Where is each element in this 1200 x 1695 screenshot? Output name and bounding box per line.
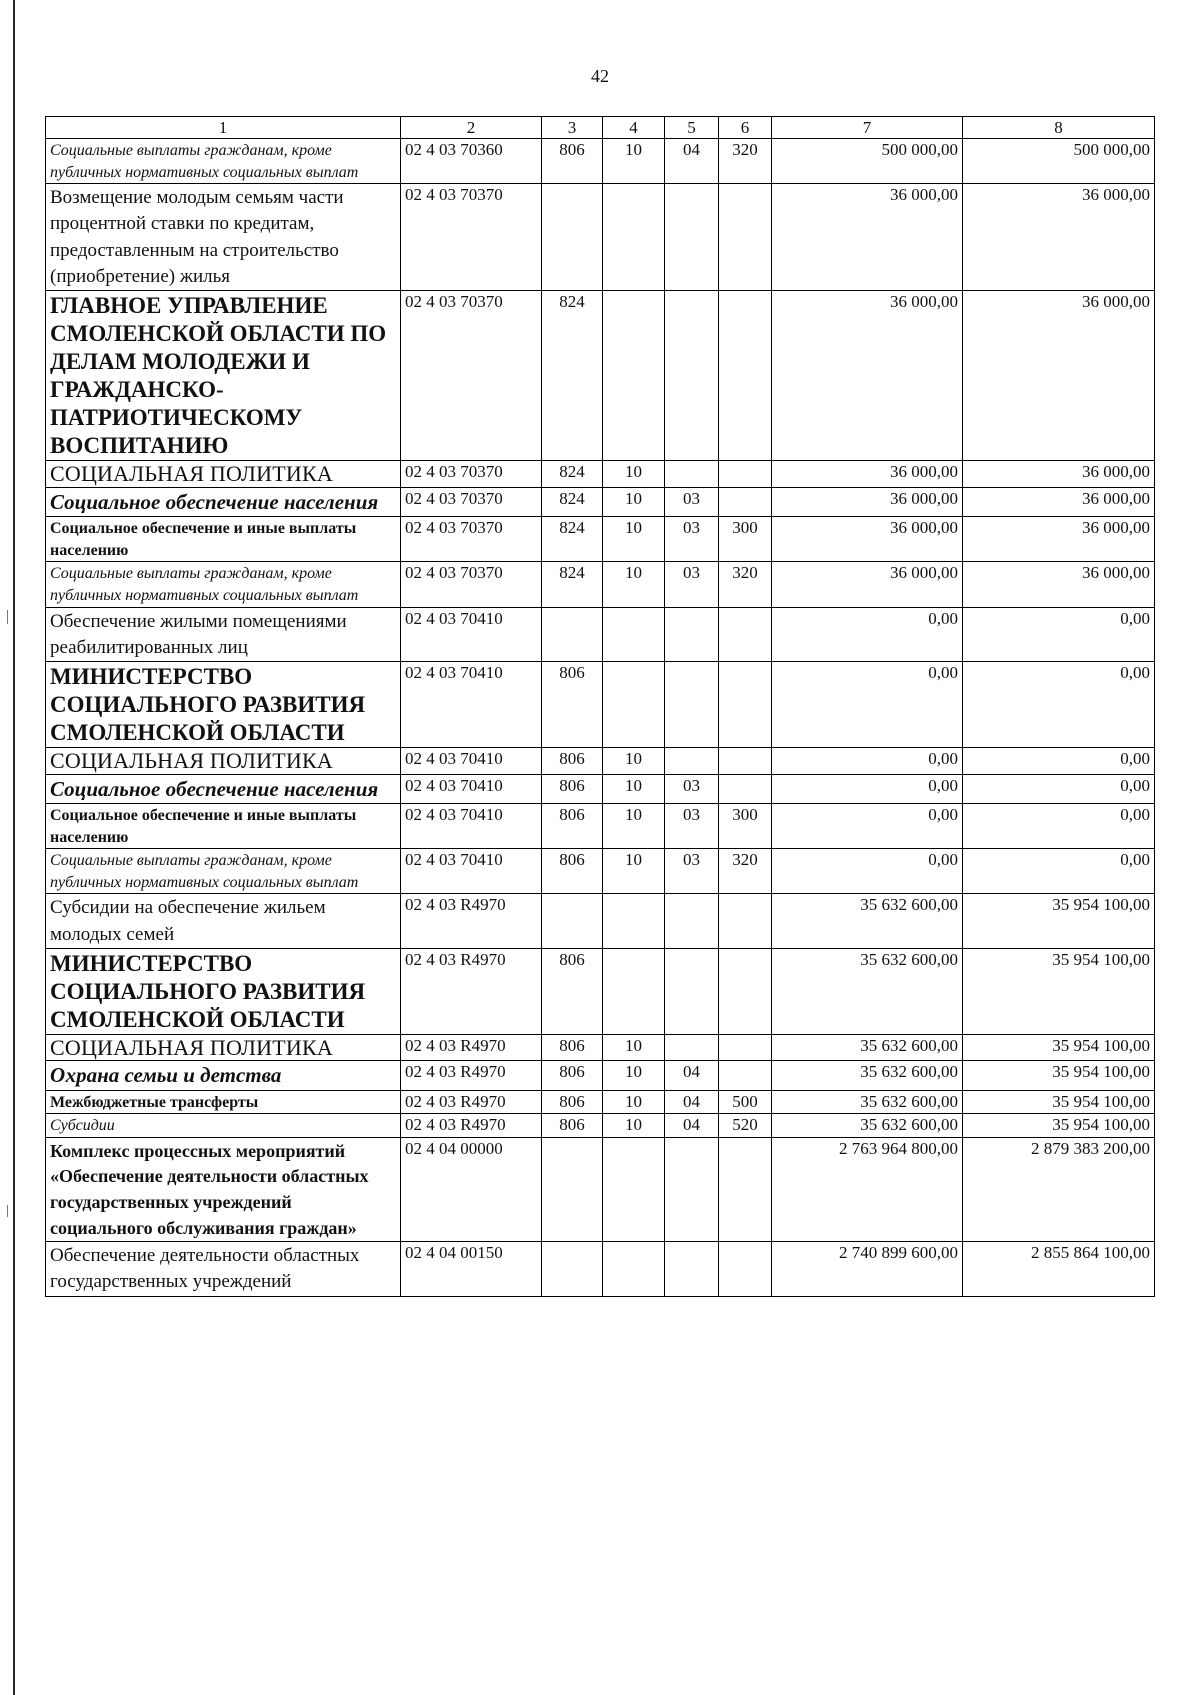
- target-code: 02 4 03 R4970: [401, 1034, 542, 1061]
- amount-col-7: 35 632 600,00: [772, 948, 963, 1034]
- scan-mark: [7, 610, 8, 624]
- target-code: 02 4 03 70410: [401, 748, 542, 775]
- amount-col-8: 36 000,00: [963, 517, 1155, 562]
- amount-col-8: 2 879 383 200,00: [963, 1137, 1155, 1241]
- col-4-code: [603, 948, 665, 1034]
- row-name-text: Социальные выплаты гражданам, кроме публичных нормативных социальных выплат: [50, 565, 359, 604]
- row-name-text: Социальное обеспечение и иные выплаты населению: [50, 520, 357, 559]
- column-header: 7: [772, 117, 963, 139]
- amount-col-8: 36 000,00: [963, 461, 1155, 488]
- row-name: [46, 1242, 401, 1296]
- table-row: [46, 774, 1155, 803]
- target-code: 02 4 03 70410: [401, 607, 542, 661]
- col-6-code: 520: [719, 1114, 772, 1138]
- table-row: [46, 849, 1155, 894]
- table-row: [46, 1061, 1155, 1090]
- row-name-text: Социальные выплаты гражданам, кроме публичных нормативных социальных выплат: [50, 852, 359, 891]
- col-5-code: [665, 1242, 719, 1296]
- col-3-code: 824: [542, 461, 603, 488]
- target-code: 02 4 03 70410: [401, 849, 542, 894]
- col-4-code: [603, 607, 665, 661]
- col-6-code: [719, 894, 772, 948]
- table-row: [46, 1114, 1155, 1138]
- column-header: 2: [401, 117, 542, 139]
- col-5-code: 03: [665, 849, 719, 894]
- table-row: [46, 948, 1155, 1034]
- target-code: 02 4 03 70370: [401, 461, 542, 488]
- target-code: 02 4 03 70370: [401, 291, 542, 461]
- row-name: [46, 1090, 401, 1114]
- col-6-code: 500: [719, 1090, 772, 1114]
- row-name: [46, 1114, 401, 1138]
- budget-table: [45, 116, 1155, 1297]
- row-name: [46, 1137, 401, 1241]
- col-4-code: 10: [603, 487, 665, 516]
- target-code: 02 4 03 R4970: [401, 894, 542, 948]
- col-6-code: [719, 291, 772, 461]
- amount-col-7: 2 763 964 800,00: [772, 1137, 963, 1241]
- target-code: 02 4 03 70370: [401, 517, 542, 562]
- amount-col-8: 500 000,00: [963, 139, 1155, 184]
- table-row: [46, 661, 1155, 747]
- amount-col-7: 0,00: [772, 607, 963, 661]
- table-row: [46, 562, 1155, 607]
- col-3-code: 806: [542, 849, 603, 894]
- col-3-code: 806: [542, 748, 603, 775]
- row-name: [46, 139, 401, 184]
- amount-col-8: 35 954 100,00: [963, 894, 1155, 948]
- table-row: [46, 803, 1155, 848]
- row-name-text: СОЦИАЛЬНАЯ ПОЛИТИКА: [50, 1034, 333, 1060]
- row-name: [46, 849, 401, 894]
- col-4-code: 10: [603, 1034, 665, 1061]
- row-name: [46, 1061, 401, 1090]
- amount-col-7: 36 000,00: [772, 562, 963, 607]
- amount-col-8: 0,00: [963, 774, 1155, 803]
- row-name: [46, 948, 401, 1034]
- col-6-code: [719, 1034, 772, 1061]
- column-header: 3: [542, 117, 603, 139]
- amount-col-7: 36 000,00: [772, 184, 963, 291]
- target-code: 02 4 03 R4970: [401, 948, 542, 1034]
- target-code: 02 4 03 70410: [401, 803, 542, 848]
- row-name-text: МИНИСТЕРСТВО СОЦИАЛЬНОГО РАЗВИТИЯ СМОЛЕНСКОЙ ОБЛАСТИ: [50, 950, 366, 1032]
- row-name: [46, 291, 401, 461]
- row-name-text: Субсидии: [50, 1117, 115, 1135]
- col-6-code: 320: [719, 562, 772, 607]
- amount-col-8: 0,00: [963, 849, 1155, 894]
- target-code: 02 4 03 R4970: [401, 1061, 542, 1090]
- amount-col-8: 0,00: [963, 748, 1155, 775]
- amount-col-7: 35 632 600,00: [772, 1061, 963, 1090]
- col-4-code: 10: [603, 517, 665, 562]
- target-code: 02 4 03 70370: [401, 487, 542, 516]
- col-6-code: [719, 1137, 772, 1241]
- col-3-code: 824: [542, 517, 603, 562]
- row-name: [46, 894, 401, 948]
- amount-col-7: 0,00: [772, 661, 963, 747]
- row-name-text: Комплекс процессных мероприятий «Обеспечение деятельности областных государственных учреждений социального обслуживания граждан»: [50, 1140, 369, 1238]
- table-row: [46, 1034, 1155, 1061]
- col-6-code: [719, 774, 772, 803]
- amount-col-8: 35 954 100,00: [963, 948, 1155, 1034]
- table-row: [46, 1090, 1155, 1114]
- col-6-code: [719, 948, 772, 1034]
- col-3-code: 824: [542, 562, 603, 607]
- amount-col-8: 35 954 100,00: [963, 1114, 1155, 1138]
- row-name-text: Социальное обеспечение и иные выплаты населению: [50, 806, 357, 846]
- row-name: [46, 607, 401, 661]
- table-row: [46, 1137, 1155, 1241]
- header-row: [46, 117, 1155, 139]
- amount-col-7: 36 000,00: [772, 487, 963, 516]
- amount-col-7: 35 632 600,00: [772, 1034, 963, 1061]
- col-4-code: [603, 184, 665, 291]
- col-5-code: [665, 894, 719, 948]
- col-3-code: [542, 184, 603, 291]
- row-name-text: Охрана семьи и детства: [50, 1063, 282, 1088]
- amount-col-8: 0,00: [963, 803, 1155, 848]
- row-name-text: ГЛАВНОЕ УПРАВЛЕНИЕ СМОЛЕНСКОЙ ОБЛАСТИ ПО ДЕЛАМ МОЛОДЕЖИ И ГРАЖДАНСКО-ПАТРИОТИЧЕСКОМУ ВОСПИТАНИЮ: [50, 293, 387, 459]
- table-row: [46, 461, 1155, 488]
- amount-col-7: 36 000,00: [772, 291, 963, 461]
- table-row: [46, 487, 1155, 516]
- col-4-code: 10: [603, 774, 665, 803]
- amount-col-7: 0,00: [772, 849, 963, 894]
- column-header: 5: [665, 117, 719, 139]
- col-3-code: 806: [542, 774, 603, 803]
- amount-col-7: 2 740 899 600,00: [772, 1242, 963, 1296]
- target-code: 02 4 03 70410: [401, 661, 542, 747]
- target-code: 02 4 04 00000: [401, 1137, 542, 1241]
- col-6-code: [719, 184, 772, 291]
- col-4-code: 10: [603, 461, 665, 488]
- col-3-code: [542, 607, 603, 661]
- row-name-text: Социальное обеспечение населения: [50, 489, 379, 514]
- table-row: [46, 517, 1155, 562]
- col-3-code: 806: [542, 948, 603, 1034]
- col-5-code: [665, 948, 719, 1034]
- column-header: 8: [963, 117, 1155, 139]
- col-3-code: 806: [542, 1034, 603, 1061]
- amount-col-8: 36 000,00: [963, 487, 1155, 516]
- target-code: 02 4 03 70410: [401, 774, 542, 803]
- col-6-code: [719, 461, 772, 488]
- row-name-text: МИНИСТЕРСТВО СОЦИАЛЬНОГО РАЗВИТИЯ СМОЛЕНСКОЙ ОБЛАСТИ: [50, 663, 366, 746]
- col-6-code: [719, 1242, 772, 1296]
- row-name-text: Межбюджетные трансферты: [50, 1093, 259, 1111]
- col-3-code: 806: [542, 1090, 603, 1114]
- amount-col-8: 35 954 100,00: [963, 1061, 1155, 1090]
- row-name-text: СОЦИАЛЬНАЯ ПОЛИТИКА: [50, 461, 333, 487]
- row-name: [46, 774, 401, 803]
- amount-col-7: 0,00: [772, 774, 963, 803]
- target-code: 02 4 03 70370: [401, 562, 542, 607]
- col-5-code: [665, 1137, 719, 1241]
- col-4-code: 10: [603, 1061, 665, 1090]
- col-5-code: 03: [665, 562, 719, 607]
- row-name-text: Субсидии на обеспечение жильем молодых семей: [50, 897, 326, 945]
- col-6-code: 320: [719, 849, 772, 894]
- col-4-code: [603, 291, 665, 461]
- col-4-code: [603, 661, 665, 747]
- col-5-code: 03: [665, 487, 719, 516]
- col-6-code: [719, 607, 772, 661]
- scan-mark: [7, 1205, 8, 1217]
- amount-col-8: 36 000,00: [963, 562, 1155, 607]
- amount-col-7: 0,00: [772, 748, 963, 775]
- target-code: 02 4 03 R4970: [401, 1090, 542, 1114]
- col-4-code: [603, 1137, 665, 1241]
- row-name: [46, 487, 401, 516]
- col-5-code: [665, 291, 719, 461]
- amount-col-8: 36 000,00: [963, 184, 1155, 291]
- amount-col-8: 35 954 100,00: [963, 1090, 1155, 1114]
- col-6-code: [719, 661, 772, 747]
- table-row: [46, 139, 1155, 184]
- col-4-code: 10: [603, 748, 665, 775]
- col-5-code: 04: [665, 139, 719, 184]
- col-5-code: [665, 184, 719, 291]
- row-name: [46, 803, 401, 848]
- table-row: [46, 184, 1155, 291]
- col-4-code: 10: [603, 803, 665, 848]
- col-3-code: [542, 894, 603, 948]
- amount-col-7: 35 632 600,00: [772, 1090, 963, 1114]
- target-code: 02 4 03 R4970: [401, 1114, 542, 1138]
- col-4-code: 10: [603, 139, 665, 184]
- amount-col-8: 2 855 864 100,00: [963, 1242, 1155, 1296]
- row-name: [46, 461, 401, 488]
- table-row: [46, 607, 1155, 661]
- amount-col-8: 0,00: [963, 661, 1155, 747]
- target-code: 02 4 03 70370: [401, 184, 542, 291]
- target-code: 02 4 04 00150: [401, 1242, 542, 1296]
- column-header: 6: [719, 117, 772, 139]
- col-5-code: [665, 1034, 719, 1061]
- col-5-code: 04: [665, 1061, 719, 1090]
- amount-col-7: 35 632 600,00: [772, 1114, 963, 1138]
- amount-col-7: 500 000,00: [772, 139, 963, 184]
- scan-left-edge: [13, 0, 15, 1695]
- col-6-code: [719, 748, 772, 775]
- col-4-code: 10: [603, 1114, 665, 1138]
- row-name-text: СОЦИАЛЬНАЯ ПОЛИТИКА: [50, 748, 333, 774]
- column-header: 4: [603, 117, 665, 139]
- col-4-code: 10: [603, 849, 665, 894]
- col-6-code: 300: [719, 803, 772, 848]
- col-6-code: [719, 1061, 772, 1090]
- col-4-code: 10: [603, 562, 665, 607]
- amount-col-8: 35 954 100,00: [963, 1034, 1155, 1061]
- amount-col-8: 0,00: [963, 607, 1155, 661]
- col-4-code: [603, 1242, 665, 1296]
- col-3-code: 806: [542, 1061, 603, 1090]
- col-3-code: [542, 1242, 603, 1296]
- row-name: [46, 562, 401, 607]
- amount-col-7: 36 000,00: [772, 517, 963, 562]
- col-4-code: 10: [603, 1090, 665, 1114]
- col-5-code: 04: [665, 1114, 719, 1138]
- row-name-text: Обеспечение жилыми помещениями реабилитированных лиц: [50, 610, 347, 658]
- col-5-code: [665, 661, 719, 747]
- row-name: [46, 1034, 401, 1061]
- col-6-code: 300: [719, 517, 772, 562]
- col-5-code: 04: [665, 1090, 719, 1114]
- table-row: [46, 291, 1155, 461]
- table-row: [46, 1242, 1155, 1296]
- row-name: [46, 661, 401, 747]
- table-row: [46, 748, 1155, 775]
- row-name: [46, 748, 401, 775]
- row-name-text: Социальные выплаты гражданам, кроме публичных нормативных социальных выплат: [50, 142, 359, 181]
- col-3-code: 806: [542, 661, 603, 747]
- col-3-code: 806: [542, 139, 603, 184]
- col-5-code: 03: [665, 517, 719, 562]
- row-name-text: Обеспечение деятельности областных государственных учреждений: [50, 1245, 360, 1293]
- row-name-text: Социальное обеспечение населения: [50, 776, 379, 801]
- amount-col-7: 35 632 600,00: [772, 894, 963, 948]
- target-code: 02 4 03 70360: [401, 139, 542, 184]
- col-6-code: [719, 487, 772, 516]
- col-5-code: [665, 461, 719, 488]
- col-3-code: 806: [542, 803, 603, 848]
- amount-col-7: 0,00: [772, 803, 963, 848]
- row-name-text: Возмещение молодым семьям части процентной ставки по кредитам, предоставленным на строительство (приобретение) жилья: [50, 187, 344, 287]
- col-3-code: 806: [542, 1114, 603, 1138]
- row-name: [46, 517, 401, 562]
- table-row: [46, 894, 1155, 948]
- col-5-code: [665, 748, 719, 775]
- col-3-code: [542, 1137, 603, 1241]
- col-3-code: 824: [542, 487, 603, 516]
- col-5-code: [665, 607, 719, 661]
- col-4-code: [603, 894, 665, 948]
- col-5-code: 03: [665, 803, 719, 848]
- col-6-code: 320: [719, 139, 772, 184]
- row-name: [46, 184, 401, 291]
- col-3-code: 824: [542, 291, 603, 461]
- col-5-code: 03: [665, 774, 719, 803]
- amount-col-8: 36 000,00: [963, 291, 1155, 461]
- page-number: 42: [591, 66, 609, 86]
- amount-col-7: 36 000,00: [772, 461, 963, 488]
- column-header: 1: [46, 117, 401, 139]
